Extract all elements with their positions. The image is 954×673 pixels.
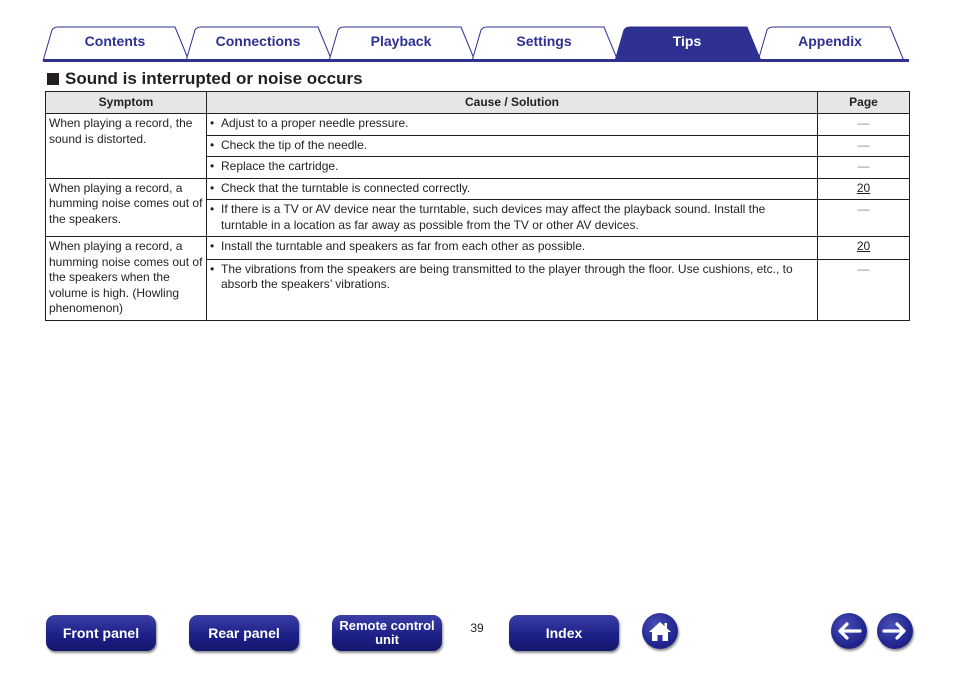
page-cell: [818, 237, 910, 260]
home-button[interactable]: [642, 613, 678, 649]
arrow-right-icon: [882, 621, 908, 641]
page-dash: —: [857, 159, 870, 173]
cause-cell: [207, 259, 818, 320]
symptom-cell: When playing a record, a humming noise comes out of the speakers when the volume is high. (Howling phenomenon): [46, 237, 207, 321]
header-cause: Cause / Solution: [207, 92, 818, 114]
remote-control-label-line1: Remote control: [339, 618, 435, 633]
tab-bar: [0, 0, 954, 64]
front-panel-label: Front panel: [62, 625, 140, 641]
tab-shapes: [0, 0, 954, 64]
home-icon: [648, 620, 672, 642]
forward-button[interactable]: [877, 613, 913, 649]
tab-appendix[interactable]: Appendix: [798, 33, 862, 49]
remote-control-label-line2: unit: [375, 632, 399, 647]
page-dash: —: [857, 137, 870, 152]
rear-panel-button[interactable]: [189, 615, 299, 651]
tab-contents[interactable]: Contents: [84, 33, 146, 49]
page-cell: [818, 178, 910, 200]
tab-playback[interactable]: Playback: [370, 33, 432, 49]
page-link[interactable]: 20: [856, 239, 871, 253]
page-dash: —: [857, 116, 870, 130]
page-dash: —: [857, 202, 870, 216]
bullet-icon: •: [210, 239, 215, 253]
front-panel-button[interactable]: [46, 615, 156, 651]
table-row: [46, 178, 910, 200]
bullet-icon: •: [210, 137, 215, 152]
bullet-icon: •: [210, 261, 215, 276]
symptom-cell: When playing a record, the sound is distorted.: [46, 114, 207, 179]
index-button[interactable]: [509, 615, 619, 651]
cause-cell: [207, 114, 818, 136]
cause-cell: [207, 200, 818, 237]
page-dash: —: [857, 261, 870, 276]
table-row: [46, 114, 910, 136]
section-title: Sound is interrupted or noise occurs: [65, 69, 363, 88]
back-button[interactable]: [831, 613, 867, 649]
page-link[interactable]: 20: [856, 180, 871, 195]
bullet-icon: •: [210, 159, 215, 173]
bullet-icon: •: [210, 116, 215, 130]
cause-text: Check that the turntable is connected correctly.: [221, 180, 471, 195]
page-cell: [818, 259, 910, 320]
page-cell: [818, 200, 910, 237]
index-label: Index: [545, 625, 583, 641]
square-bullet-icon: [47, 73, 59, 85]
cause-text: Install the turntable and speakers as far from each other as possible.: [221, 239, 586, 253]
arrow-left-icon: [836, 621, 862, 641]
symptom-cell: When playing a record, a humming noise comes out of the speakers.: [46, 178, 207, 237]
page-cell: [818, 114, 910, 136]
section-heading: [47, 69, 363, 89]
table-header-row: [46, 92, 910, 114]
bullet-icon: •: [210, 180, 215, 195]
page-number: 39: [470, 621, 484, 635]
cause-cell: [207, 157, 818, 179]
tab-connections[interactable]: Connections: [215, 33, 301, 49]
bullet-icon: •: [210, 202, 215, 216]
page-cell: [818, 135, 910, 157]
tab-tips[interactable]: Tips: [672, 33, 702, 49]
cause-text: Adjust to a proper needle pressure.: [221, 116, 409, 130]
remote-control-button[interactable]: [332, 615, 442, 651]
tab-settings[interactable]: Settings: [516, 33, 572, 49]
header-symptom: Symptom: [46, 92, 207, 114]
rear-panel-label: Rear panel: [208, 625, 280, 641]
cause-cell: [207, 178, 818, 200]
cause-text: Replace the cartridge.: [221, 159, 339, 173]
table-row: [46, 237, 910, 260]
header-page: Page: [818, 92, 910, 114]
cause-cell: [207, 135, 818, 157]
cause-text: Check the tip of the needle.: [221, 137, 368, 152]
page-cell: [818, 157, 910, 179]
cause-cell: [207, 237, 818, 260]
cause-text: The vibrations from the speakers are being transmitted to the player through the floor. Use cushions, etc., to absorb the speakers’ vibrations.: [221, 261, 793, 291]
cause-text: If there is a TV or AV device near the turntable, such devices may affect the playback sound. Install the turntable in a location as far away as possible from the TV or other AV devices.: [221, 202, 766, 232]
troubleshooting-table: [45, 91, 910, 321]
